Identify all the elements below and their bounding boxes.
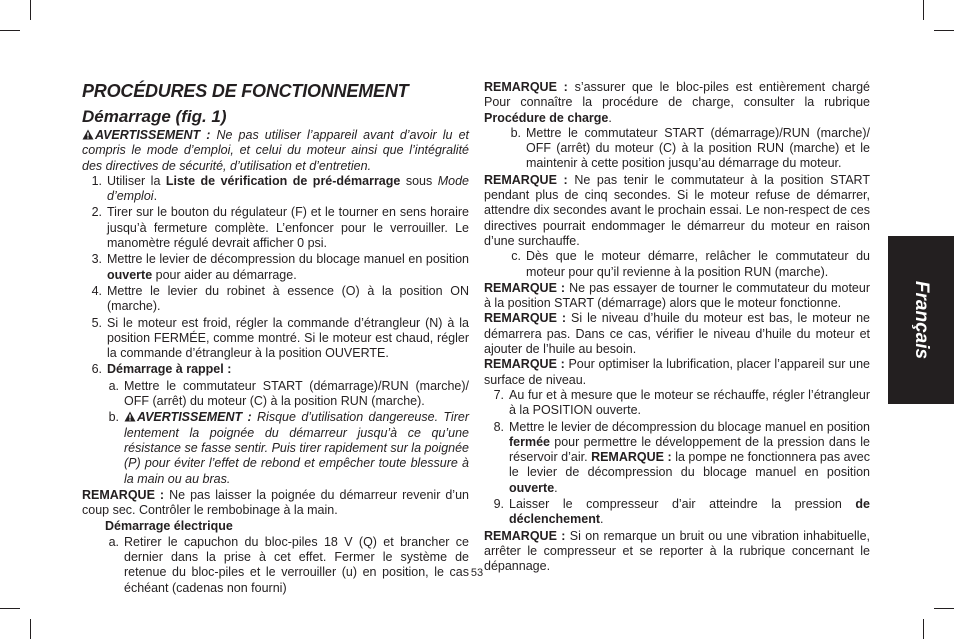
list-item (82, 174, 469, 205)
list-item (82, 284, 469, 315)
note-paragraph (484, 281, 870, 312)
note-label: REMARQUE : (484, 80, 568, 94)
item-letter: b. (510, 125, 521, 140)
sub-list-item (484, 249, 870, 280)
sub-list-item (82, 410, 469, 486)
list-item (82, 205, 469, 251)
item-text: sous (400, 173, 438, 188)
crop-mark (0, 30, 20, 31)
item-letter: b. (108, 410, 119, 425)
note-paragraph (82, 488, 469, 519)
item-text: Retirer le capuchon du bloc-piles 18 V (Q) et brancher ce dernier dans la prise à cet effet. Fermer le système de retenue du bloc-piles et le verrouiller (u) en position, le cas échéant (cadenas non fourni) (124, 534, 469, 595)
crop-mark (30, 619, 31, 639)
note-label: REMARQUE : (591, 450, 672, 465)
item-text: Au fur et à mesure que le moteur se réchauffe, régler l’étrangleur à la POSITION ouverte. (509, 387, 870, 418)
item-text: Si le moteur est froid, régler la commande d’étrangleur (N) à la position FERMÉE, comme montré. Si le moteur est chaud, régler la commande d’étrangleur à la position OUVERTE. (107, 315, 469, 361)
item-text: Mettre le commutateur START (démarrage)/RUN (marche)/ OFF (arrêt) du moteur (C) à la position RUN (marche). (124, 378, 469, 409)
charge-procedure-ref: Procédure de charge (484, 110, 609, 125)
note-text: s’assurer que le bloc-piles est entièrement chargé Pour connaître la procédure de charge, consulter la rubrique (484, 80, 870, 110)
crop-mark (923, 619, 924, 639)
warning-text: Risque d’utilisation dangereuse. Tirer lentement la poignée du démarreur jusqu’à ce qu’une résistance se fasse sentir. Puis tirer rapidement sur la poignée (P) pour éviter l’effet de rebond et empêcher toute blessure à la main ou au bras. (124, 410, 469, 486)
list-item (484, 497, 870, 528)
checklist-ref: Liste de vérification de pré-démarrage (165, 173, 401, 188)
item-number: 7. (493, 387, 504, 402)
item-text: Mettre le commutateur START (démarrage)/RUN (marche)/ OFF (arrêt) du moteur (C) à la position RUN (marche) et le maintenir à cette position jusqu’au démarrage du moteur. (526, 125, 870, 171)
note-text: Ne pas laisser la poignée du démarreur revenir d’un coup sec. Contrôler le rembobinage à la main. (82, 487, 469, 518)
subsection-heading: Démarrage (fig. 1) (82, 107, 227, 126)
note-label: REMARQUE : (484, 357, 565, 372)
note-paragraph (484, 357, 870, 388)
warning-triangle-icon (82, 129, 94, 140)
item-text: pour aider au démarrage. (152, 267, 297, 282)
crop-mark (923, 0, 924, 20)
item-number: 6. (91, 362, 102, 377)
crop-mark (934, 608, 954, 609)
item-text: . (554, 480, 558, 495)
item-number: 4. (91, 283, 102, 298)
emphasis: ouverte (107, 267, 153, 282)
item-text: . (153, 189, 158, 204)
item-text: . (600, 512, 604, 527)
item-text: Dès que le moteur démarre, relâcher le commutateur du moteur pour qu’il revienne à la position RUN (marche). (526, 249, 870, 279)
note-text: Pour optimiser la lubrification, placer l’appareil sur une surface de niveau. (484, 357, 870, 387)
warning-triangle-icon (124, 411, 136, 422)
item-text: Utiliser la (107, 173, 166, 188)
note-text: . (608, 110, 612, 125)
item-letter: a. (108, 534, 119, 549)
item-text: Mettre le levier de décompression du blocage manuel en position (107, 252, 469, 267)
note-paragraph (484, 80, 870, 126)
item-text: la pompe ne fonctionnera pas avec le levier de décompression du blocage manuel en position (509, 450, 870, 480)
note-text: Si le niveau d’huile du moteur est bas, le moteur ne démarrera pas. Dans ce cas, vérifier le niveau d’huile du moteur et ajouter de l’huile au besoin. (484, 311, 870, 357)
warning-label: AVERTISSEMENT : (137, 410, 252, 425)
emphasis: de déclenchement (509, 497, 870, 527)
crop-mark (30, 0, 31, 20)
language-side-tab (888, 236, 954, 404)
manual-ref: Mode d’emploi (107, 173, 469, 204)
note-text: Ne pas essayer de tourner le commutateur du moteur à la position START (démarrage) alors que le moteur fonctionne. (484, 280, 870, 311)
list-item (484, 388, 870, 419)
note-paragraph (484, 173, 870, 249)
list-item (82, 252, 469, 283)
note-label: REMARQUE : (484, 311, 567, 326)
emphasis: fermée (509, 434, 550, 449)
list-item (82, 316, 469, 362)
emphasis: ouverte (509, 480, 555, 495)
warning-text: Ne pas utiliser l’appareil avant d’avoir lu et compris le mode d’emploi, et celui du moteur ainsi que l’intégralité des directives de sécurité, d’utilisation et d’entretien. (82, 128, 469, 173)
item-text: Mettre le levier du robinet à essence (O) à la position ON (marche). (107, 283, 469, 314)
note-label: REMARQUE : (484, 280, 566, 295)
electric-start-label: Démarrage électrique (105, 519, 233, 534)
item-number: 2. (91, 205, 102, 220)
item-number: 1. (91, 173, 102, 188)
right-column (484, 80, 870, 575)
note-paragraph (484, 311, 870, 357)
item-text: Tirer sur le bouton du régulateur (F) et le tourner en sens horaire jusqu’à fermeture complète. L’enfoncer pour le verrouiller. Le manomètre régulé devrait afficher 0 psi. (107, 205, 469, 251)
note-text: Ne pas tenir le commutateur à la position START pendant plus de cinq secondes. Si le moteur refuse de démarrer, attendre dix secondes avant le prochain essai. Le non-respect de ces directives pourrait endommager le démarreur du moteur en raison d’une surchauffe. (484, 172, 870, 248)
note-text: Si on remarque un bruit ou une vibration inhabituelle, arrêter le compresseur et se reporter à la rubrique concernant le dépannage. (484, 528, 871, 574)
sub-list-item (82, 379, 469, 410)
item-number: 9. (493, 497, 504, 512)
left-column (82, 80, 469, 597)
item-number: 8. (493, 419, 504, 434)
warning-paragraph (82, 128, 469, 174)
sub-list-item (82, 535, 469, 596)
item-text: Mettre le levier de décompression du blocage manuel en position (509, 419, 870, 434)
crop-mark (0, 608, 20, 609)
note-label: REMARQUE : (82, 487, 165, 502)
warning-label: AVERTISSEMENT : (95, 128, 211, 142)
item-number: 5. (91, 315, 102, 330)
item-letter: c. (511, 249, 521, 264)
item-text: Laisser le compresseur d’air atteindre la pression (509, 497, 856, 512)
item-label: Démarrage à rappel : (107, 362, 232, 377)
list-item (484, 420, 870, 496)
note-label: REMARQUE : (484, 172, 568, 187)
item-text: pour permettre le développement de la pression dans le réservoir d’air. (509, 434, 870, 465)
crop-mark (934, 30, 954, 31)
language-label: Français (911, 280, 932, 360)
item-letter: a. (108, 378, 119, 393)
item-number: 3. (91, 252, 102, 267)
page-number: 53 (470, 567, 484, 579)
section-heading: PROCÉDURES DE FONCTIONNEMENT (82, 81, 409, 101)
note-label: REMARQUE : (484, 528, 566, 543)
sub-list-item (484, 126, 870, 172)
list-item (82, 362, 469, 377)
